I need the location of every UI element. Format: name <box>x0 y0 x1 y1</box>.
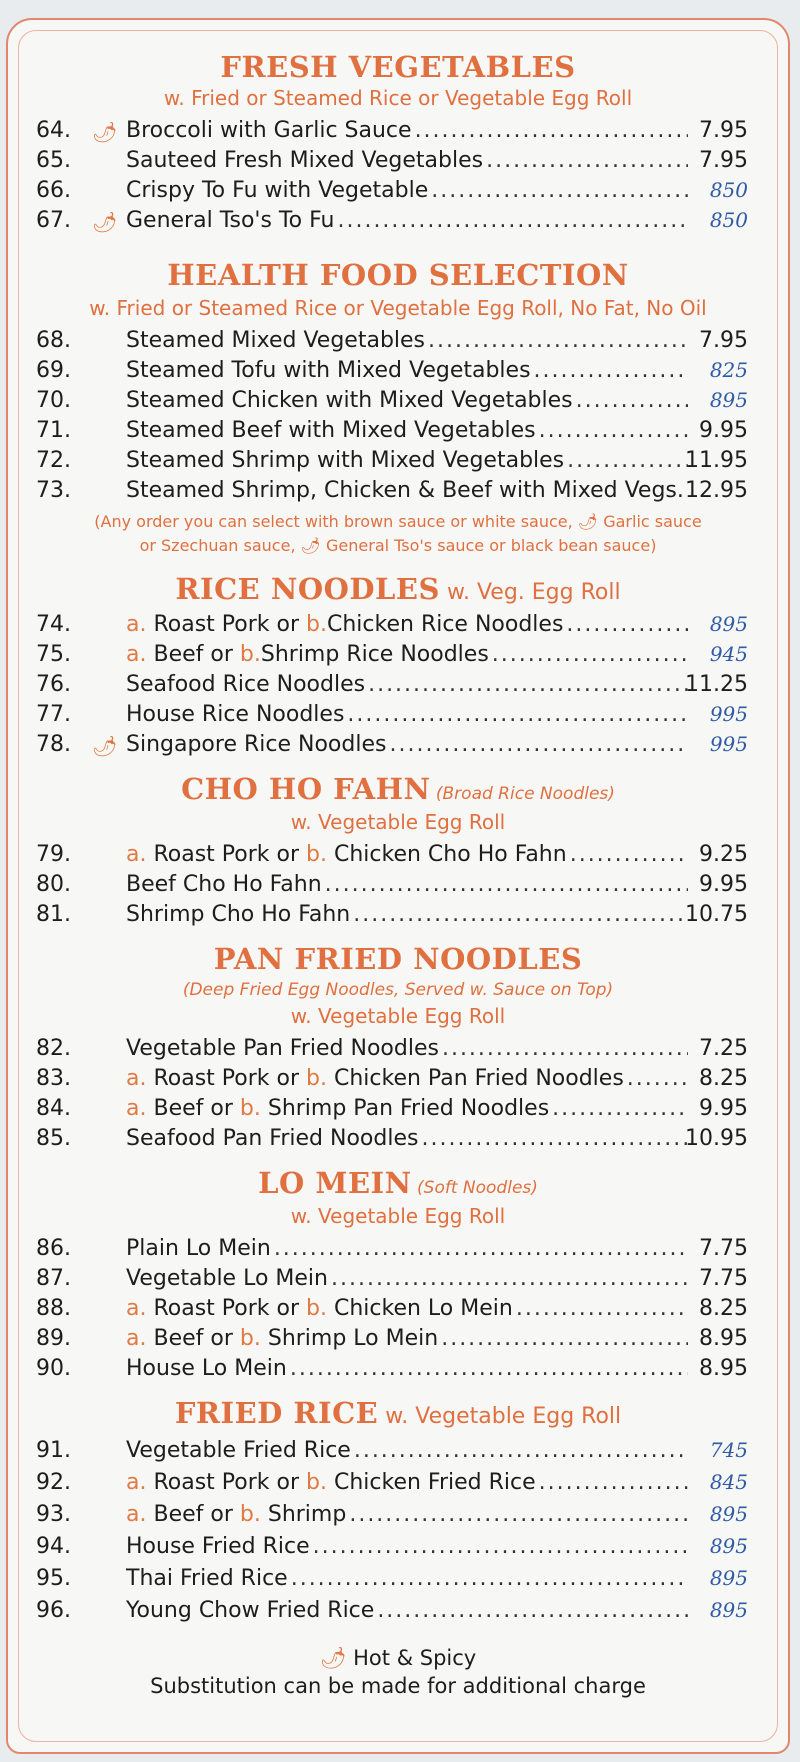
option-a-name: Roast Pork or <box>146 1470 307 1495</box>
item-price: 845 <box>709 1470 748 1494</box>
item-price: 895 <box>709 612 748 636</box>
option-a-label: a. <box>126 842 147 867</box>
item-number: 80. <box>36 872 71 897</box>
menu-item <box>8 1266 748 1296</box>
item-number: 92. <box>36 1470 71 1495</box>
item-number: 71. <box>36 418 71 443</box>
item-number: 83. <box>36 1066 71 1091</box>
item-name-text: Beef Cho Ho Fahn <box>126 872 322 897</box>
option-a-name: Beef or <box>146 642 240 667</box>
chili-pepper-icon: 🌶 <box>92 120 118 144</box>
item-name <box>126 178 688 203</box>
item-price: 895 <box>709 388 748 412</box>
item-name-text: Thai Fried Rice <box>126 1566 288 1591</box>
item-name-text <box>126 642 489 667</box>
menu-item <box>8 1566 748 1596</box>
dot-leader <box>415 118 688 143</box>
item-number: 81. <box>36 902 71 927</box>
dot-leader <box>539 1470 688 1495</box>
item-price: 11.95 <box>685 448 748 473</box>
item-name <box>126 388 688 413</box>
item-name-text <box>126 842 567 867</box>
section-subtitle-cho-ho-fahn: w. Vegetable Egg Roll <box>290 810 506 834</box>
option-b-name: Shrimp Lo Mein <box>260 1326 439 1351</box>
option-a-label: a. <box>126 1096 147 1121</box>
item-name-text: Steamed Beef with Mixed Vegetables <box>126 418 536 443</box>
menu-item <box>8 178 748 208</box>
item-name <box>126 1266 688 1291</box>
item-number: 89. <box>36 1326 71 1351</box>
item-number: 90. <box>36 1356 71 1381</box>
item-name <box>126 1036 688 1061</box>
item-name <box>126 148 688 173</box>
section-title-fried-rice: FRIED RICE w. Vegetable Egg Roll <box>174 1396 622 1430</box>
menu-item <box>8 672 748 702</box>
item-name <box>126 1126 688 1151</box>
dot-leader <box>492 642 688 667</box>
option-b-name: Shrimp <box>260 1502 347 1527</box>
item-name <box>126 612 688 637</box>
item-number: 78. <box>36 732 71 757</box>
option-a-name: Beef or <box>146 1502 240 1527</box>
item-number: 72. <box>36 448 71 473</box>
option-b-label: b. <box>239 1326 261 1351</box>
option-b-label: b. <box>239 642 261 667</box>
item-name-text: House Fried Rice <box>126 1534 310 1559</box>
section-title-cho-ho-fahn: CHO HO FAHN (Broad Rice Noodles) <box>181 772 615 806</box>
menu-item <box>8 1036 748 1066</box>
chili-pepper-icon: 🌶 <box>319 1646 347 1670</box>
item-price: 995 <box>709 702 748 726</box>
option-b-name: Shrimp Rice Noodles <box>260 642 489 667</box>
item-number: 73. <box>36 478 71 503</box>
item-price: 10.95 <box>685 1126 748 1151</box>
dot-leader <box>486 148 688 173</box>
dot-leader <box>421 1126 688 1151</box>
item-price: 745 <box>709 1438 748 1462</box>
item-name-text: House Rice Noodles <box>126 702 345 727</box>
option-a-label: a. <box>126 1066 147 1091</box>
dot-leader <box>539 418 688 443</box>
menu-item <box>8 1126 748 1156</box>
menu-item <box>8 1502 748 1532</box>
item-name-text: Seafood Rice Noodles <box>126 672 366 697</box>
section-title-pan-fried-noodles: PAN FRIED NOODLES <box>213 942 583 976</box>
option-a-label: a. <box>126 642 147 667</box>
item-price: 7.95 <box>699 148 748 173</box>
item-name <box>126 1470 688 1495</box>
item-number: 64. <box>36 118 71 143</box>
option-b-name: Chicken Lo Mein <box>327 1296 513 1321</box>
item-price: 7.75 <box>699 1236 748 1261</box>
item-number: 66. <box>36 178 71 203</box>
item-name <box>126 702 688 727</box>
section-title-health-food: HEALTH FOOD SELECTION <box>167 258 629 292</box>
item-name <box>126 1598 688 1623</box>
item-name-text <box>126 1096 549 1121</box>
menu-item <box>8 1296 748 1326</box>
section-subtitle-pan-fried-noodles: w. Vegetable Egg Roll <box>290 1004 506 1028</box>
item-name <box>126 478 688 503</box>
item-name-text: Plain Lo Mein <box>126 1236 271 1261</box>
dot-leader <box>570 842 688 867</box>
menu-item <box>8 448 748 478</box>
section-subtitle-lo-mein: w. Vegetable Egg Roll <box>290 1204 506 1228</box>
item-name <box>126 1296 688 1321</box>
item-name-text: General Tso's To Fu <box>126 208 335 233</box>
option-a-name: Roast Pork or <box>146 1066 307 1091</box>
option-b-label: b. <box>239 1096 261 1121</box>
menu-item <box>8 1096 748 1126</box>
menu-item <box>8 872 748 902</box>
item-name-text <box>126 1326 438 1351</box>
sauce-note-line2: or Szechuan sauce, 🌶 General Tso's sauce or black bean sauce) <box>139 536 657 555</box>
item-number: 93. <box>36 1502 71 1527</box>
item-number: 67. <box>36 208 71 233</box>
dot-leader <box>313 1534 688 1559</box>
dot-leader <box>354 1438 688 1463</box>
item-number: 76. <box>36 672 71 697</box>
item-name <box>126 872 688 897</box>
option-a-name: Roast Pork or <box>146 1296 307 1321</box>
item-number: 86. <box>36 1236 71 1261</box>
option-a-label: a. <box>126 612 147 637</box>
dot-leader <box>441 1326 688 1351</box>
option-b-label: b. <box>306 1066 327 1091</box>
item-number: 94. <box>36 1534 71 1559</box>
sauce-note-line1: (Any order you can select with brown sauce or white sauce, 🌶 Garlic sauce <box>94 512 702 531</box>
item-name <box>126 208 688 233</box>
chili-pepper-icon: 🌶 <box>92 210 118 234</box>
menu-item <box>8 328 748 358</box>
item-number: 68. <box>36 328 71 353</box>
item-name-text: Young Chow Fried Rice <box>126 1598 375 1623</box>
dot-leader <box>627 1066 688 1091</box>
item-name <box>126 732 688 757</box>
dot-leader <box>552 1096 688 1121</box>
item-price: 8.25 <box>699 1066 748 1091</box>
dot-leader <box>516 1296 688 1321</box>
item-price: 9.25 <box>699 842 748 867</box>
dot-leader <box>534 358 688 383</box>
item-number: 88. <box>36 1296 71 1321</box>
item-name <box>126 1096 688 1121</box>
item-name-text: House Lo Mein <box>126 1356 287 1381</box>
option-b-name: Chicken Pan Fried Noodles <box>327 1066 624 1091</box>
item-number: 87. <box>36 1266 71 1291</box>
item-number: 95. <box>36 1566 71 1591</box>
item-name-text <box>126 1066 624 1091</box>
section-subtitle-fresh-vegetables: w. Fried or Steamed Rice or Vegetable Egg Roll <box>163 86 633 110</box>
item-name <box>126 1236 688 1261</box>
item-name <box>126 1066 688 1091</box>
dot-leader <box>353 902 688 927</box>
option-a-name: Roast Pork or <box>146 612 307 637</box>
item-number: 75. <box>36 642 71 667</box>
item-number: 91. <box>36 1438 71 1463</box>
item-name-text: Seafood Pan Fried Noodles <box>126 1126 419 1151</box>
item-name-text <box>126 1296 513 1321</box>
item-price: 9.95 <box>699 418 748 443</box>
item-price: 8.95 <box>699 1356 748 1381</box>
item-price: 895 <box>709 1566 748 1590</box>
menu-item <box>8 842 748 872</box>
item-number: 82. <box>36 1036 71 1061</box>
item-number: 77. <box>36 702 71 727</box>
dot-leader <box>325 872 688 897</box>
dot-leader <box>291 1566 688 1591</box>
item-name <box>126 118 688 143</box>
item-name <box>126 642 688 667</box>
item-price: 11.25 <box>685 672 748 697</box>
item-name <box>126 1438 688 1463</box>
item-name-text <box>126 1502 346 1527</box>
item-name-text: Steamed Shrimp with Mixed Vegetables <box>126 448 565 473</box>
menu-item <box>8 388 748 418</box>
option-b-label: b. <box>306 1470 327 1495</box>
section-title-lo-mein: LO MEIN (Soft Noodles) <box>258 1166 538 1200</box>
menu-item <box>8 1470 748 1500</box>
option-a-name: Roast Pork or <box>146 842 307 867</box>
item-name-text: Steamed Chicken with Mixed Vegetables <box>126 388 573 413</box>
menu-item <box>8 702 748 732</box>
option-a-label: a. <box>126 1502 147 1527</box>
item-number: 69. <box>36 358 71 383</box>
menu-item <box>8 642 748 672</box>
option-b-label: b. <box>306 1296 327 1321</box>
item-name <box>126 672 688 697</box>
item-price: 895 <box>709 1502 748 1526</box>
menu-item <box>8 1438 748 1468</box>
section-title-fresh-vegetables: FRESH VEGETABLES <box>220 50 576 84</box>
dot-leader <box>377 1598 688 1623</box>
menu-item <box>8 118 748 148</box>
option-b-label: b. <box>239 1502 261 1527</box>
item-name <box>126 1534 688 1559</box>
item-name-text <box>126 612 563 637</box>
menu-item <box>8 208 748 238</box>
item-price: 7.25 <box>699 1036 748 1061</box>
dot-leader <box>290 1356 688 1381</box>
menu-item <box>8 358 748 388</box>
item-number: 70. <box>36 388 71 413</box>
item-price: 895 <box>709 1534 748 1558</box>
chili-pepper-icon: 🌶 <box>92 734 118 758</box>
option-a-label: a. <box>126 1296 147 1321</box>
option-b-name: Chicken Rice Noodles <box>327 612 564 637</box>
item-name <box>126 448 688 473</box>
item-name-text: Steamed Shrimp, Chicken & Beef with Mixed Vegs. <box>126 478 684 503</box>
item-name-text <box>126 1470 536 1495</box>
dot-leader <box>331 1266 688 1291</box>
option-b-name: Chicken Fried Rice <box>327 1470 536 1495</box>
item-name <box>126 328 688 353</box>
item-number: 74. <box>36 612 71 637</box>
item-price: 825 <box>709 358 748 382</box>
item-name <box>126 1356 688 1381</box>
item-name <box>126 1326 688 1351</box>
option-a-label: a. <box>126 1470 147 1495</box>
dot-leader <box>337 208 688 233</box>
item-number: 79. <box>36 842 71 867</box>
section-subtitle-health-food: w. Fried or Steamed Rice or Vegetable Egg Roll, No Fat, No Oil <box>89 296 707 320</box>
option-a-name: Beef or <box>146 1326 240 1351</box>
item-name <box>126 902 688 927</box>
item-price: 8.25 <box>699 1296 748 1321</box>
item-name <box>126 1566 688 1591</box>
item-name-text: Singapore Rice Noodles <box>126 732 387 757</box>
menu-item <box>8 612 748 642</box>
item-name <box>126 842 688 867</box>
section-title-rice-noodles: RICE NOODLES w. Veg. Egg Roll <box>175 572 621 606</box>
menu-item <box>8 418 748 448</box>
item-number: 65. <box>36 148 71 173</box>
option-b-name: Shrimp Pan Fried Noodles <box>260 1096 550 1121</box>
menu-item <box>8 478 748 508</box>
menu-item <box>8 1066 748 1096</box>
section-note-pan-fried-noodles: (Deep Fried Egg Noodles, Served w. Sauce on Top) <box>182 980 614 1000</box>
menu-item <box>8 902 748 932</box>
dot-leader <box>389 732 688 757</box>
item-price: 8.95 <box>699 1326 748 1351</box>
menu-item <box>8 148 748 178</box>
menu-item <box>8 732 748 762</box>
dot-leader <box>347 702 688 727</box>
menu-item <box>8 1598 748 1628</box>
item-number: 84. <box>36 1096 71 1121</box>
option-b-name: Chicken Cho Ho Fahn <box>327 842 567 867</box>
item-name-text: Sauteed Fresh Mixed Vegetables <box>126 148 484 173</box>
dot-leader <box>349 1502 688 1527</box>
item-name-text: Vegetable Fried Rice <box>126 1438 351 1463</box>
item-number: 85. <box>36 1126 71 1151</box>
item-name-text: Vegetable Pan Fried Noodles <box>126 1036 439 1061</box>
dot-leader <box>431 178 688 203</box>
item-name <box>126 358 688 383</box>
item-price: 945 <box>709 642 748 666</box>
item-name-text: Crispy To Fu with Vegetable <box>126 178 429 203</box>
menu-item <box>8 1534 748 1564</box>
option-b-label: b. <box>306 842 327 867</box>
menu-page <box>6 18 790 1754</box>
spicy-legend-label: Hot & Spicy <box>353 1646 477 1670</box>
dot-leader <box>567 448 688 473</box>
substitution-note: Substitution can be made for additional charge <box>150 1674 646 1698</box>
item-name-text: Shrimp Cho Ho Fahn <box>126 902 351 927</box>
option-b-label: b. <box>306 612 327 637</box>
dot-leader <box>428 328 688 353</box>
item-name-text: Steamed Tofu with Mixed Vegetables <box>126 358 531 383</box>
dot-leader <box>576 388 688 413</box>
item-price: 9.95 <box>699 872 748 897</box>
item-name <box>126 418 688 443</box>
menu-item <box>8 1356 748 1386</box>
dot-leader <box>442 1036 688 1061</box>
item-price: 7.95 <box>699 328 748 353</box>
item-name <box>126 1502 688 1527</box>
menu-item <box>8 1236 748 1266</box>
item-price: 12.95 <box>685 478 748 503</box>
item-name-text: Steamed Mixed Vegetables <box>126 328 426 353</box>
option-a-label: a. <box>126 1326 147 1351</box>
item-price: 995 <box>709 732 748 756</box>
item-price: 10.75 <box>685 902 748 927</box>
dot-leader <box>368 672 688 697</box>
item-number: 96. <box>36 1598 71 1623</box>
dot-leader <box>566 612 688 637</box>
item-price: 9.95 <box>699 1096 748 1121</box>
item-price: 7.75 <box>699 1266 748 1291</box>
item-price: 7.95 <box>699 118 748 143</box>
item-price: 850 <box>709 208 748 232</box>
option-a-name: Beef or <box>146 1096 240 1121</box>
item-name-text: Broccoli with Garlic Sauce <box>126 118 412 143</box>
menu-item <box>8 1326 748 1356</box>
dot-leader <box>274 1236 688 1261</box>
item-price: 850 <box>709 178 748 202</box>
item-name-text: Vegetable Lo Mein <box>126 1266 328 1291</box>
item-price: 895 <box>709 1598 748 1622</box>
spicy-legend <box>8 1646 788 1671</box>
